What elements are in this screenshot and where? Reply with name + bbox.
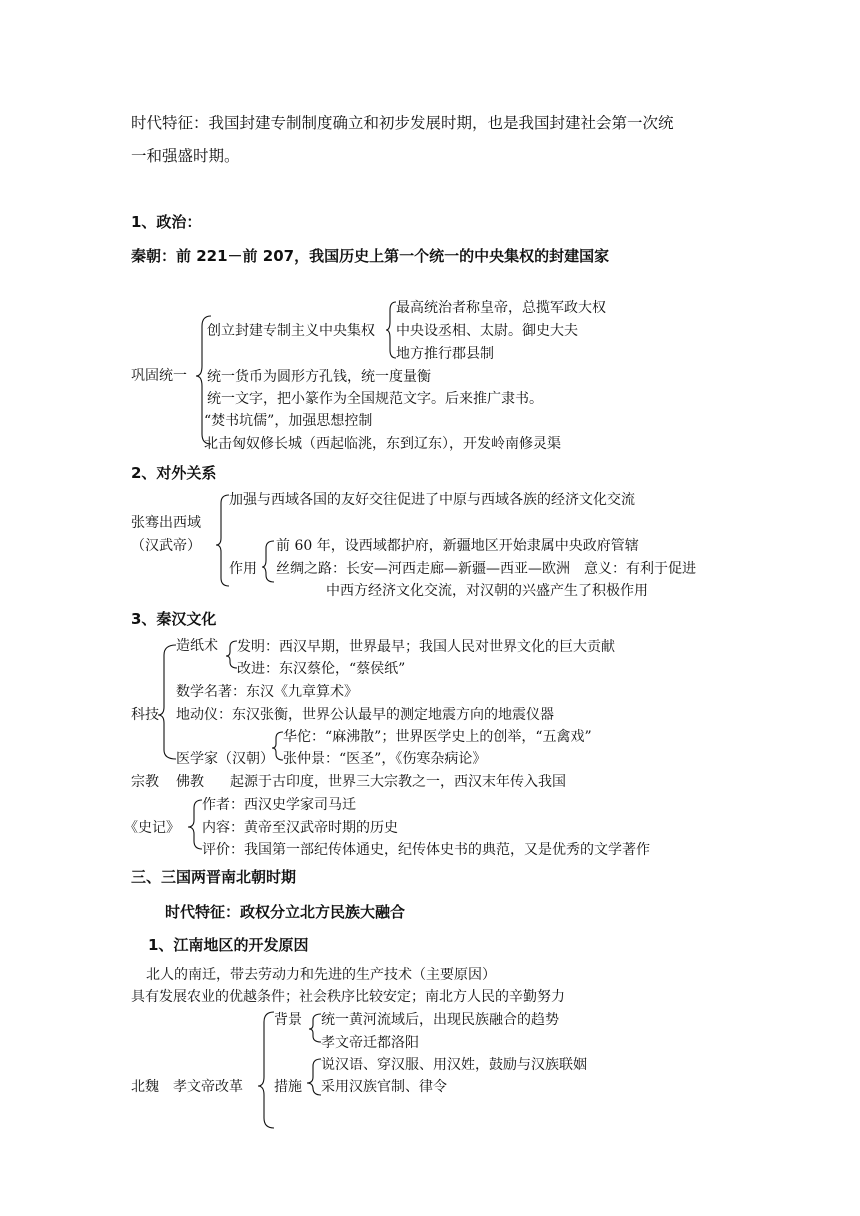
han-wudi-label: （汉武帝） [131, 538, 201, 554]
math-classic: 数学名著：东汉《九章算术》 [176, 684, 358, 700]
central-system-label: 创立封建专制主义中央集权 [207, 323, 375, 339]
shiji-author: 作者：西汉史学家司马迁 [202, 797, 356, 813]
central-item-emperor: 最高统治者称皇帝，总揽军政大权 [396, 300, 606, 316]
measure-language: 说汉语、穿汉服、用汉姓，鼓励与汉族联姻 [321, 1057, 587, 1073]
tech-label: 科技 [131, 707, 159, 723]
paper-label: 造纸术 [176, 638, 218, 654]
central-item-counties: 地方推行郡县制 [396, 346, 494, 362]
section-heading-three-kingdoms: 三、三国两晋南北朝时期 [131, 868, 297, 886]
unity-item-script: 统一文字，把小篆作为全国规范文字。后来推广隶书。 [207, 391, 543, 407]
doctor-label: 医学家（汉朝） [176, 751, 274, 767]
jiangnan-reason-2: 具有发展农业的优越条件；社会秩序比较安定；南北方人民的辛勤努力 [131, 989, 565, 1005]
unity-item-great-wall: 北击匈奴修长城（西起临洮，东到辽东），开发岭南修灵渠 [204, 436, 561, 452]
religion-buddhism: 佛教 [176, 774, 204, 790]
measures-label: 措施 [274, 1079, 302, 1095]
unity-item-currency: 统一货币为圆形方孔钱，统一度量衡 [207, 369, 431, 385]
doctor-zhang-zhongjing: 张仲景：“医圣”，《伤寒杂病论》 [283, 751, 487, 767]
background-label: 背景 [274, 1012, 302, 1028]
shiji-evaluation: 评价：我国第一部纪传体通史，纪传体史书的典范，又是优秀的文学著作 [202, 842, 650, 858]
unity-item-book-burning: “焚书坑儒”，加强思想控制 [204, 413, 373, 429]
effect-silk-road: 丝绸之路：长安—河西走廊—新疆—西亚—欧洲 意义：有利于促进 [276, 561, 696, 577]
xiaowen-reform-label: 北魏 孝文帝改革 [131, 1079, 243, 1095]
shiji-label: 《史记》 [124, 820, 180, 836]
doctor-hua-tuo: 华佗：“麻沸散”；世界医学史上的创举，“五禽戏” [283, 729, 592, 745]
era-feature: 时代特征：政权分立北方民族大融合 [165, 903, 406, 921]
effect-protectorate: 前 60 年，设西域都护府，新疆地区开始隶属中央政府管辖 [276, 538, 639, 554]
paper-invention: 发明：西汉早期，世界最早；我国人民对世界文化的巨大贡献 [237, 639, 615, 655]
foreign-item-exchange: 加强与西域各国的友好交往促进了中原与西域各族的经济文化交流 [229, 492, 635, 508]
consolidate-unity-label: 巩固统一 [131, 368, 187, 384]
effect-silk-road-cont: 中西方经济文化交流，对汉朝的兴盛产生了积极作用 [326, 583, 648, 599]
zhang-qian-label: 张骞出西域 [131, 515, 201, 531]
section-heading-foreign: 2、对外关系 [131, 464, 217, 482]
measure-law: 采用汉族官制、律令 [321, 1079, 447, 1095]
background-unification: 统一黄河流域后，出现民族融合的趋势 [321, 1012, 559, 1028]
section-heading-politics: 1、政治： [131, 213, 202, 231]
central-item-ministers: 中央设丞相、太尉。御史大夫 [396, 323, 578, 339]
intro-line-1: 时代特征：我国封建专制制度确立和初步发展时期，也是我国封建社会第一次统 [131, 114, 674, 132]
paper-improvement: 改进：东汉蔡伦，“蔡侯纸” [237, 661, 406, 677]
background-capital: 孝文帝迁都洛阳 [321, 1035, 419, 1051]
seismograph: 地动仪：东汉张衡，世界公认最早的测定地震方向的地震仪器 [176, 707, 554, 723]
effect-label: 作用 [229, 561, 257, 577]
qin-dynasty-title: 秦朝：前 221－前 207，我国历史上第一个统一的中央集权的封建国家 [131, 247, 610, 265]
section-heading-culture: 3、秦汉文化 [131, 610, 217, 628]
religion-label: 宗教 [131, 774, 159, 790]
shiji-content: 内容：黄帝至汉武帝时期的历史 [202, 820, 398, 836]
jiangnan-reason-1: 北人的南迁，带去劳动力和先进的生产技术（主要原因） [146, 967, 496, 983]
jiangnan-heading: 1、江南地区的开发原因 [148, 936, 309, 954]
intro-line-2: 一和强盛时期。 [131, 147, 240, 165]
religion-description: 起源于古印度，世界三大宗教之一，西汉末年传入我国 [230, 774, 566, 790]
